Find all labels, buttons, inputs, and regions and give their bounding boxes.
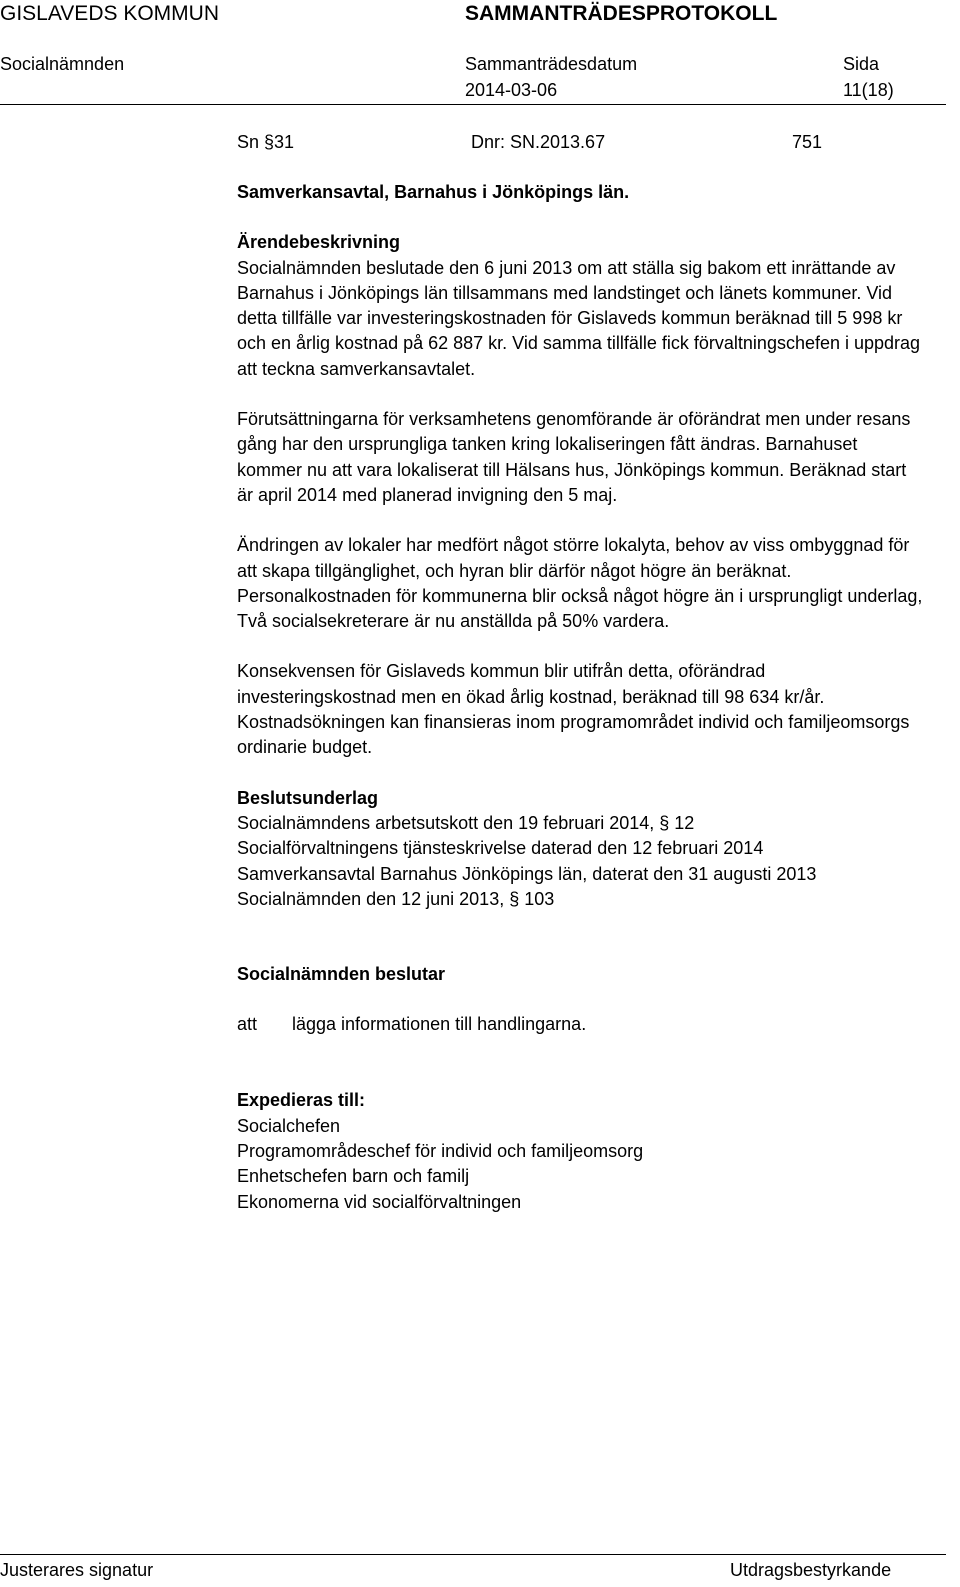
protocol-body bbox=[237, 130, 927, 1215]
organization-name: GISLAVEDS KOMMUN bbox=[0, 2, 219, 25]
page-number: 11(18) bbox=[843, 80, 894, 100]
committee-name: Socialnämnden bbox=[0, 54, 125, 74]
case-reference bbox=[237, 130, 927, 156]
distribution-recipient: Socialchefen bbox=[237, 1115, 341, 1136]
distribution-heading: Expedieras till: bbox=[237, 1090, 366, 1111]
basis-item: Socialförvaltningens tjänsteskrivelse daterad den 12 februari 2014 bbox=[237, 838, 764, 859]
document-type: SAMMANTRÄDESPROTOKOLL bbox=[465, 2, 778, 25]
distribution-recipient: Programområdeschef för individ och familjeomsorg bbox=[237, 1141, 644, 1162]
paragraph-number: Sn §31 bbox=[237, 132, 295, 152]
footer-divider bbox=[0, 1554, 946, 1555]
description-paragraph: Konsekvensen för Gislaveds kommun blir utifrån detta, oförändrad investeringskostnad men en ökad årlig kostnad, beräknad till 98 634 kr/år. Kostnadsökningen kan finansieras inom programområdet individ och familjeomsorgs ordinarie budget. bbox=[237, 661, 910, 758]
header-divider bbox=[0, 104, 946, 105]
meeting-date-label: Sammanträdesdatum bbox=[465, 54, 638, 74]
basis-item: Socialnämnden den 12 juni 2013, § 103 bbox=[237, 888, 555, 909]
basis-item: Samverkansavtal Barnahus Jönköpings län, daterat den 31 augusti 2013 bbox=[237, 863, 817, 884]
decision-text bbox=[237, 1012, 927, 1038]
distribution-recipient: Enhetschefen barn och familj bbox=[237, 1166, 470, 1187]
description-paragraph: Ändringen av lokaler har medfört något större lokalyta, behov av viss ombyggnad för att skapa tillgänglighet, och hyran blir därför något högre än beräknat. Personalkostnaden för kommunerna blir också något högre än i ursprungligt underlag, Två socialsekreterare är nu anställda på 50% vardera. bbox=[237, 535, 923, 632]
basis-item: Socialnämndens arbetsutskott den 19 februari 2014, § 12 bbox=[237, 812, 695, 833]
decision-body: lägga informationen till handlingarna. bbox=[292, 1014, 587, 1035]
diary-number: Dnr: SN.2013.67 bbox=[471, 132, 606, 152]
decision-heading: Socialnämnden beslutar bbox=[237, 964, 446, 985]
page-label: Sida bbox=[843, 54, 880, 74]
signature-label: Justerares signatur bbox=[0, 1560, 154, 1580]
distribution-recipient: Ekonomerna vid socialförvaltningen bbox=[237, 1191, 522, 1212]
case-code: 751 bbox=[792, 132, 823, 152]
basis-heading: Beslutsunderlag bbox=[237, 787, 379, 808]
description-paragraph: Socialnämnden beslutade den 6 juni 2013 om att ställa sig bakom ett inrättande av Barnahus i Jönköpings län tillsammans med landstinget och länets kommuner. Vid detta tillfälle var investeringskostnaden för Gislaveds kommun beräknad till 5 998 kr och en årlig kostnad på 62 887 kr. Vid samma tillfälle fick förvaltningschefen i uppdrag att teckna samverkansavtalet. bbox=[237, 257, 921, 379]
decision-lead: att bbox=[237, 1014, 258, 1035]
extract-label: Utdragsbestyrkande bbox=[730, 1560, 892, 1580]
description-heading: Ärendebeskrivning bbox=[237, 232, 401, 253]
case-title: Samverkansavtal, Barnahus i Jönköpings län. bbox=[237, 182, 630, 202]
meeting-date: 2014-03-06 bbox=[465, 80, 558, 100]
description-paragraph: Förutsättningarna för verksamhetens genomförande är oförändrat men under resans gång har den ursprungliga tanken kring lokaliseringen fått ändras. Barnahuset kommer nu att vara lokaliserat till Hälsans hus, Jönköpings kommun. Beräknad start är april 2014 med planerad invigning den 5 maj. bbox=[237, 409, 911, 505]
